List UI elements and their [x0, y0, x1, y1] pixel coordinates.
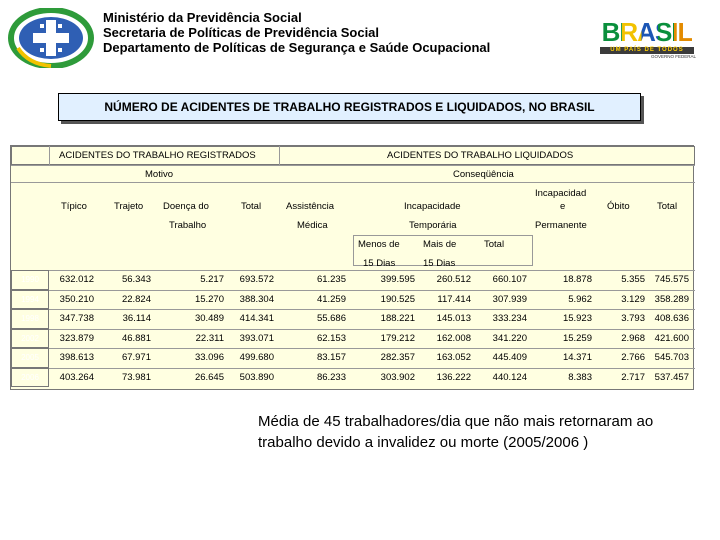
value-cell: 421.600: [654, 332, 689, 344]
value-cell: 2.968: [621, 332, 645, 344]
h-mais-15-2: 15 Dias: [423, 258, 456, 269]
year-cell: 1994: [11, 290, 49, 310]
value-cell: 323.879: [59, 332, 94, 344]
h-doenca-2: Trabalho: [169, 220, 207, 231]
value-cell: 26.645: [194, 371, 224, 383]
value-cell: 190.525: [380, 293, 415, 305]
value-cell: 3.793: [621, 313, 645, 324]
h-temporaria: Temporária: [409, 220, 457, 231]
value-cell: 333.234: [492, 313, 527, 324]
value-cell: 3.129: [621, 293, 645, 305]
value-cell: 341.220: [492, 332, 527, 344]
value-cell: 307.939: [492, 293, 527, 305]
value-cell: 440.124: [492, 371, 527, 383]
value-cell: 136.222: [436, 371, 471, 383]
row-divider: [11, 309, 695, 310]
year-cell: 2005: [11, 348, 49, 368]
row-divider: [11, 270, 695, 271]
value-cell: 408.636: [654, 313, 689, 324]
row-divider: [11, 329, 695, 330]
value-cell: 8.383: [568, 371, 592, 383]
value-cell: 393.071: [239, 332, 274, 344]
brasil-logo-text: BRASIL: [601, 16, 693, 47]
value-cell: 117.414: [437, 293, 471, 305]
value-cell: 18.878: [562, 274, 592, 285]
value-cell: 62.153: [316, 332, 346, 344]
h-incapacidade-permanente-3: Permanente: [535, 220, 587, 231]
value-cell: 537.457: [654, 371, 689, 383]
value-cell: 67.971: [121, 352, 151, 363]
value-cell: 745.575: [654, 274, 689, 285]
row-divider: [11, 368, 695, 369]
value-cell: 660.107: [492, 274, 527, 285]
org-department: Departamento de Políticas de Segurança e Saúde Ocupacional: [103, 40, 491, 55]
value-cell: 33.096: [194, 352, 224, 363]
value-cell: 30.489: [194, 313, 224, 324]
value-cell: 55.686: [316, 313, 346, 324]
consequencia-header: Conseqüência: [453, 169, 514, 180]
value-cell: 350.210: [59, 293, 94, 305]
h-incapacidade: Incapacidade: [404, 201, 461, 212]
group-liquidated-header: ACIDENTES DO TRABALHO LIQUIDADOS: [387, 150, 574, 161]
value-cell: 403.264: [59, 371, 94, 383]
year-cell: 2006: [11, 368, 49, 388]
value-cell: 56.343: [121, 274, 151, 285]
value-cell: 22.824: [121, 293, 151, 305]
value-cell: 83.157: [316, 352, 346, 363]
value-cell: 414.341: [239, 313, 274, 324]
value-cell: 41.259: [316, 293, 346, 305]
value-cell: 693.572: [239, 274, 274, 285]
value-cell: 445.409: [492, 352, 527, 363]
org-ministry: Ministério da Previdência Social: [103, 10, 302, 25]
value-cell: 163.052: [436, 352, 471, 363]
footnote: Média de 45 trabalhadores/dia que não mais retornaram ao trabalho devido a invalidez ou morte (2005/2006 ): [258, 413, 654, 451]
h-assistencia: Assistência: [286, 201, 335, 212]
h-obito: Óbito: [607, 201, 630, 212]
year-cell: 1998: [11, 309, 49, 329]
accidents-table: [10, 145, 694, 390]
brasil-logo: [596, 17, 698, 61]
h-menos-15-2: 15 Dias: [363, 258, 396, 269]
value-cell: 162.008: [436, 332, 471, 344]
value-cell: 2.766: [621, 352, 645, 363]
value-cell: 145.013: [436, 313, 471, 324]
org-secretariat: Secretaria de Políticas de Previdência Social: [103, 25, 380, 40]
motivo-header: Motivo: [145, 169, 173, 180]
brasil-logo-tagline: UM PAÍS DE TODOS: [610, 47, 684, 53]
value-cell: 73.981: [121, 371, 151, 383]
value-cell: 347.738: [59, 313, 94, 324]
value-cell: 399.595: [380, 274, 415, 285]
h-total-registered: Total: [241, 201, 262, 212]
h-total-temporaria: Total: [484, 239, 505, 250]
row-divider: [11, 290, 695, 291]
group-registered-header: ACIDENTES DO TRABALHO REGISTRADOS: [59, 150, 256, 161]
h-menos-15-1: Menos de: [358, 239, 400, 250]
value-cell: 499.680: [239, 352, 274, 363]
h-mais-15-1: Mais de: [423, 239, 457, 250]
value-cell: 15.923: [562, 313, 592, 324]
h-incapacidade-permanente-2: e: [560, 201, 566, 212]
value-cell: 179.212: [380, 332, 415, 344]
value-cell: 632.012: [59, 274, 94, 285]
year-cell: 1990: [11, 270, 49, 290]
col-anos-header: ANOS: [19, 151, 42, 160]
organization-block: [103, 10, 490, 55]
h-medica: Médica: [297, 220, 328, 231]
value-cell: 303.902: [380, 371, 415, 383]
value-cell: 503.890: [239, 371, 274, 383]
h-trajeto: Trajeto: [114, 201, 144, 212]
value-cell: 2.717: [621, 371, 645, 383]
value-cell: 14.371: [562, 352, 592, 363]
value-cell: 5.355: [621, 274, 645, 285]
year-cell: 2002: [11, 329, 49, 349]
table-title: NÚMERO DE ACIDENTES DE TRABALHO REGISTRADOS E LIQUIDADOS, NO BRASIL: [58, 93, 641, 121]
value-cell: 388.304: [239, 293, 274, 305]
value-cell: 22.311: [195, 332, 224, 344]
h-tipico: Típico: [61, 201, 87, 212]
row-divider: [11, 348, 695, 349]
value-cell: 15.270: [194, 293, 224, 305]
value-cell: 188.221: [380, 313, 415, 324]
value-cell: 358.289: [654, 293, 689, 305]
value-cell: 260.512: [436, 274, 471, 285]
ministry-logo: [8, 8, 94, 68]
brasil-logo-government: GOVERNO FEDERAL: [650, 54, 696, 59]
h-total-liquidated: Total: [657, 201, 678, 212]
value-cell: 398.613: [59, 352, 94, 363]
h-doenca-1: Doença do: [163, 201, 209, 212]
value-cell: 86.233: [316, 371, 346, 383]
value-cell: 15.259: [562, 332, 592, 344]
value-cell: 36.114: [122, 313, 151, 324]
value-cell: 5.962: [568, 293, 592, 305]
h-incapacidade-permanente-1: Incapacidad: [535, 188, 587, 199]
value-cell: 46.881: [121, 332, 151, 344]
value-cell: 282.357: [380, 352, 415, 363]
value-cell: 61.235: [316, 274, 346, 285]
value-cell: 545.703: [654, 352, 689, 363]
value-cell: 5.217: [200, 274, 224, 285]
